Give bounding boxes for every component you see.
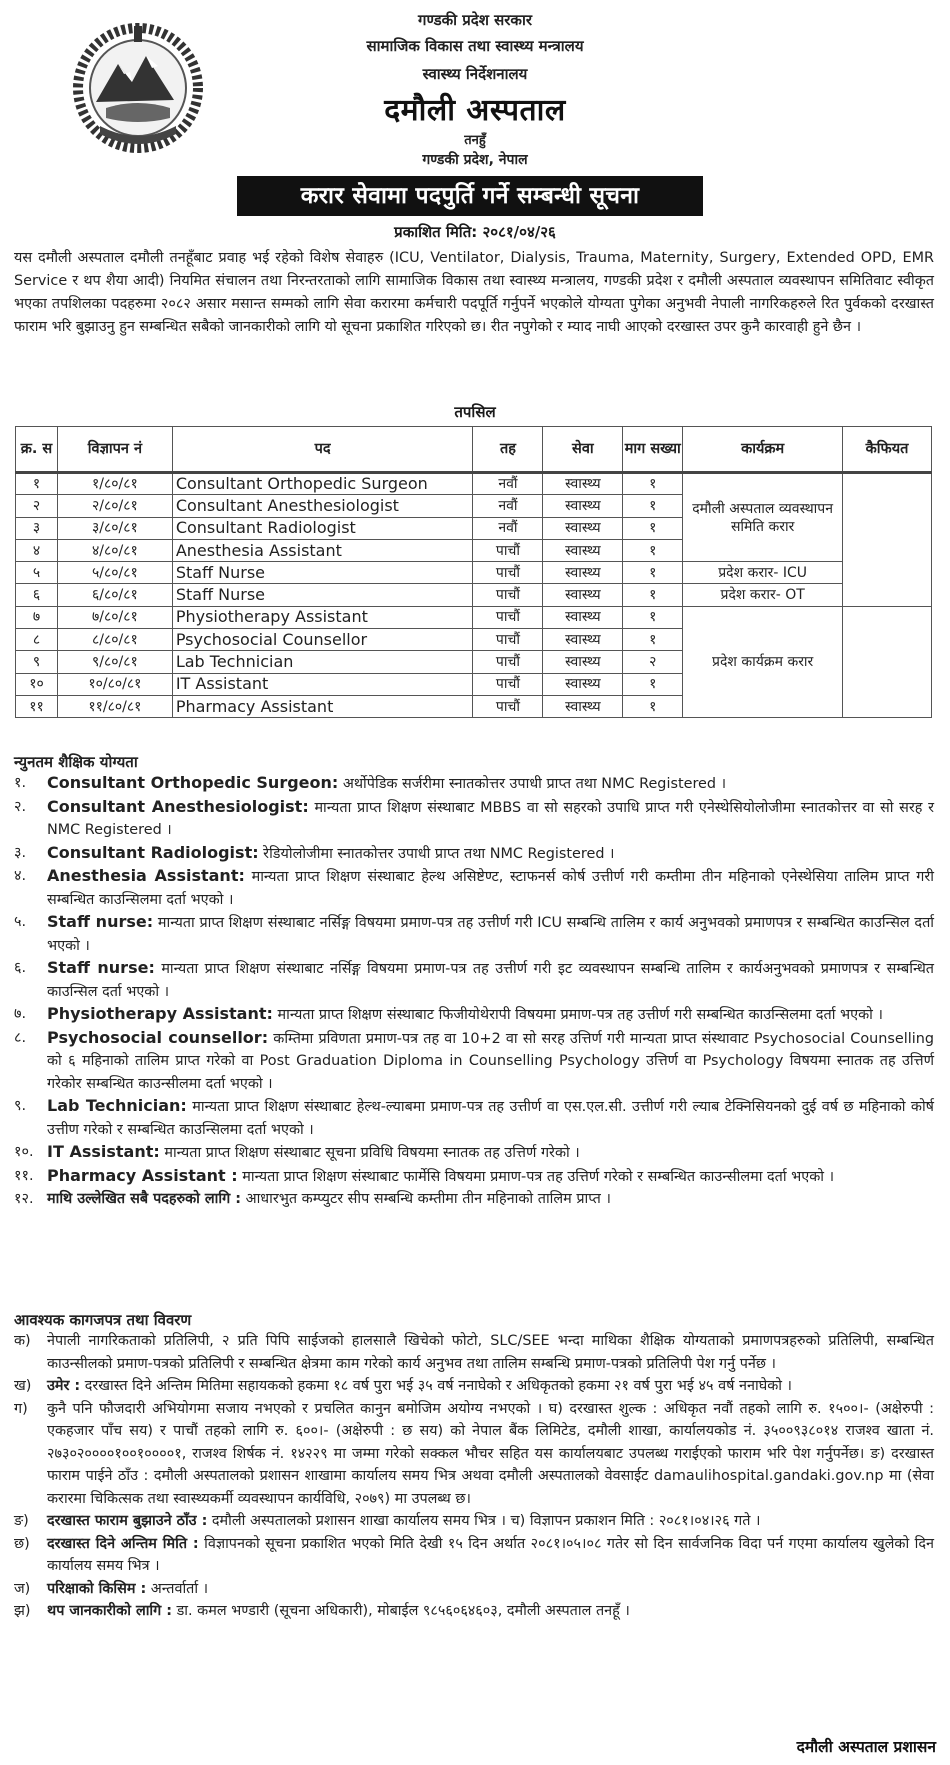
row-advertisement-no: २/८०/८१ xyxy=(57,495,172,517)
item-body xyxy=(47,957,934,1003)
item-text: रेडियोलोजीमा स्नातकोत्तर उपाधी प्राप्त तथा NMC Registered । xyxy=(258,845,615,862)
list-item xyxy=(14,772,934,796)
row-advertisement-no: ११/८०/८१ xyxy=(57,695,172,717)
row-level: नवौं xyxy=(473,473,543,495)
list-item xyxy=(14,1003,934,1027)
row-post: Staff Nurse xyxy=(172,562,473,584)
item-label: Staff nurse: xyxy=(47,958,155,977)
item-label: Consultant Orthopedic Surgeon: xyxy=(47,773,339,792)
row-service: स्वास्थ्य xyxy=(543,695,623,717)
row-advertisement-no: ६/८०/८१ xyxy=(57,584,172,606)
item-text: अर्थोपेडिक सर्जरीमा स्नातकोत्तर उपाधी प्राप्त तथा NMC Registered । xyxy=(338,776,727,792)
header-level: तह xyxy=(473,427,543,473)
government-name: गण्डकी प्रदेश सरकार xyxy=(418,11,532,29)
row-level: पाचौं xyxy=(473,695,543,717)
row-post: Consultant Orthopedic Surgeon xyxy=(172,473,473,495)
item-number: छ) xyxy=(14,1535,30,1552)
row-post: Pharmacy Assistant xyxy=(172,695,473,717)
table-header-row xyxy=(16,427,932,473)
item-text: मान्यता प्राप्त शिक्षण संस्थाबाट सूचना प्रविधि विषयमा स्नातक तह उत्तिर्ण गरेको । xyxy=(159,1145,580,1161)
row-post: Consultant Anesthesiologist xyxy=(172,495,473,517)
item-number: ८. xyxy=(14,1029,27,1046)
item-body xyxy=(47,1533,934,1578)
header-service: सेवा xyxy=(543,427,623,473)
item-body xyxy=(47,1027,934,1096)
list-item xyxy=(14,911,934,957)
row-service: स्वास्थ्य xyxy=(543,629,623,651)
documents-section xyxy=(14,1310,934,1623)
qualifications-title: न्युनतम शैक्षिक योग्यता xyxy=(14,753,138,771)
item-body xyxy=(47,1330,934,1375)
list-item xyxy=(14,1188,934,1211)
row-advertisement-no: ८/८०/८१ xyxy=(57,629,172,651)
item-text: मान्यता प्राप्त शिक्षण संस्थाबाट हेल्थ असिष्टेण्ट, स्टाफनर्स कोर्ष उत्तीर्ण गरी कम्तीमा तीन महिनाको एनेस्थेसिया तालिम प्राप्त गरी सम्बन्धित काउन्सिलमा दर्ता भएको । xyxy=(47,869,934,908)
qualifications-list xyxy=(14,772,934,1211)
row-serial: ६ xyxy=(16,584,58,606)
list-item xyxy=(14,1375,934,1398)
row-level: नवौं xyxy=(473,495,543,517)
row-quantity: १ xyxy=(623,606,683,628)
item-number: ङ) xyxy=(14,1513,29,1529)
item-number: ज) xyxy=(14,1580,31,1597)
row-service: स्वास्थ्य xyxy=(543,517,623,539)
row-quantity: १ xyxy=(623,673,683,695)
item-text: डा. कमल भण्डारी (सूचना अधिकारी), मोबाईल ९८५६०६४६०३, दमौली अस्पताल तनहूँ । xyxy=(172,1603,630,1619)
item-body xyxy=(47,911,934,957)
item-body xyxy=(47,1003,934,1027)
item-number: १. xyxy=(14,775,27,791)
item-body xyxy=(47,1510,934,1533)
row-serial: ४ xyxy=(16,539,58,561)
row-serial: ५ xyxy=(16,562,58,584)
qualifications-section xyxy=(14,752,934,1211)
header-quantity: माग सख्या xyxy=(623,427,683,473)
row-advertisement-no: ४/८०/८१ xyxy=(57,539,172,561)
row-program: प्रदेश करार- ICU xyxy=(683,562,843,584)
list-item xyxy=(14,842,934,866)
row-program: प्रदेश कार्यक्रम करार xyxy=(683,606,843,717)
signature: दमौली अस्पताल प्रशासन xyxy=(796,1738,936,1756)
row-post: Physiotherapy Assistant xyxy=(172,606,473,628)
row-serial: ८ xyxy=(16,629,58,651)
row-serial: ११ xyxy=(16,695,58,717)
table-row xyxy=(16,606,932,628)
row-quantity: १ xyxy=(623,517,683,539)
item-body xyxy=(47,1188,934,1211)
row-quantity: १ xyxy=(623,562,683,584)
row-advertisement-no: १/८०/८१ xyxy=(57,473,172,495)
row-post: Psychosocial Counsellor xyxy=(172,629,473,651)
item-label: IT Assistant: xyxy=(47,1142,160,1161)
list-item xyxy=(14,1510,934,1533)
row-level: पाचौं xyxy=(473,673,543,695)
item-body xyxy=(47,1398,934,1511)
item-body xyxy=(47,772,934,796)
row-quantity: १ xyxy=(623,629,683,651)
row-level: पाचौं xyxy=(473,651,543,673)
item-text: दरखास्त दिने अन्तिम मितिमा सहायकको हकमा १८ वर्ष पुरा भई ३५ वर्ष ननाघेको र अधिकृतको हकमा २१ वर्ष पुरा भई ४५ वर्ष ननाघेको । xyxy=(80,1378,793,1394)
item-label: Anesthesia Assistant: xyxy=(47,866,245,885)
item-label: परिक्षाको किसिम : xyxy=(47,1580,147,1597)
list-item xyxy=(14,1027,934,1096)
list-item xyxy=(14,1578,934,1601)
item-label: दरखास्त दिने अन्तिम मिति : xyxy=(47,1535,199,1552)
intro-paragraph: यस दमौली अस्पताल दमौली तनहूँबाट प्रवाह भई रहेको विशेष सेवाहरु (ICU, Ventilator, Dialysis, Trauma, Maternity, Surgery, Extended OPD, EMR Service र थप शैया आदी) नियमित संचालन तथा निरन्तरताको लागि सामाजिक विकास तथा स्वास्थ्य मन्त्रालय, गण्डकी प्रदेश र दमौली अस्पताल व्यवस्थापन समितिवाट स्वीकृत भएका तपशिलका पदहरुमा २०८२ असार मसान्त सम्मको लागि सेवा करारमा कर्मचारी पदपूर्ति गर्नुपर्ने भएकोले योग्यता पुगेका अनुभवी नेपाली नागरिकहरुले रित पुर्वकको दरखास्त फाराम भरि बुझाउनु हुन सम्बन्धित सबैको जानकारीको लागि यो सूचना प्रकाशित गरिएको छ। रीत नपुगेको र म्याद नाघी आएको दरखास्त उपर कुनै कारवाही हुने छैन । xyxy=(14,250,934,335)
row-service: स्वास्थ्य xyxy=(543,562,623,584)
ministry-name: सामाजिक विकास तथा स्वास्थ्य मन्त्रालय xyxy=(366,37,584,55)
vacancy-table xyxy=(15,426,932,718)
row-post: Consultant Radiologist xyxy=(172,517,473,539)
item-number: झ) xyxy=(14,1603,31,1619)
list-item xyxy=(14,865,934,911)
item-body xyxy=(47,842,934,866)
item-label: माथि उल्लेखित सबै पदहरुको लागि : xyxy=(47,1191,241,1207)
row-level: पाचौं xyxy=(473,584,543,606)
row-service: स्वास्थ्य xyxy=(543,651,623,673)
documents-list xyxy=(14,1330,934,1623)
row-quantity: १ xyxy=(623,495,683,517)
item-body xyxy=(47,1375,934,1398)
row-level: नवौं xyxy=(473,517,543,539)
item-label: Pharmacy Assistant : xyxy=(47,1165,238,1185)
row-quantity: १ xyxy=(623,539,683,561)
list-item xyxy=(14,1533,934,1578)
item-label: Lab Technician: xyxy=(47,1096,187,1115)
row-quantity: १ xyxy=(623,473,683,495)
item-text: आधारभुत कम्प्युटर सीप सम्बन्धि कम्तीमा तीन महिनाको तालिम प्राप्त । xyxy=(241,1191,611,1207)
table-caption: तपसिल xyxy=(454,403,496,421)
item-label: Physiotherapy Assistant: xyxy=(47,1004,273,1023)
item-number: १०. xyxy=(14,1144,34,1160)
item-text: मान्यता प्राप्त शिक्षण संस्थाबाट फिजीयोथेरापी विषयमा प्रमाण-पत्र तह उत्तीर्ण गरी सम्बन्धित काउन्सिलमा दर्ता भएको । xyxy=(272,1007,883,1023)
item-label: उमेर : xyxy=(47,1378,81,1394)
row-level: पाचौं xyxy=(473,539,543,561)
row-advertisement-no: ७/८०/८१ xyxy=(57,606,172,628)
item-text: मान्यता प्राप्त शिक्षण संस्थाबाट नर्सिङ्ग विषयमा प्रमाण-पत्र तह उत्तीर्ण गरी इट व्यवस्थापन सम्बन्धि तालिम र कार्यअनुभवको प्रमाणपत्र र सम्बन्धित काउन्सिल दर्ता भएको । xyxy=(47,961,934,1000)
item-number: ५. xyxy=(14,914,27,930)
item-body xyxy=(47,796,934,842)
district-name: तनहुँ xyxy=(464,133,486,148)
table-row xyxy=(16,562,932,584)
list-item xyxy=(14,957,934,1003)
row-level: पाचौं xyxy=(473,629,543,651)
list-item xyxy=(14,1165,934,1189)
item-body xyxy=(47,1095,934,1141)
row-level: पाचौं xyxy=(473,562,543,584)
item-number: ३. xyxy=(14,844,27,861)
row-service: स्वास्थ्य xyxy=(543,473,623,495)
table-row xyxy=(16,473,932,495)
header-remarks: कैफियत xyxy=(843,427,932,473)
row-quantity: १ xyxy=(623,584,683,606)
item-label: Staff nurse: xyxy=(47,912,154,931)
list-item xyxy=(14,1600,934,1623)
row-serial: ७ xyxy=(16,606,58,628)
row-service: स्वास्थ्य xyxy=(543,673,623,695)
item-text: नेपाली नागरिकताको प्रतिलिपी, २ प्रति पिपि साईजको हालसालै खिचेको फोटो, SLC/SEE भन्दा माथिका शैक्षिक योग्यताको प्रमाणपत्रहरुको प्रतिलिपी, सम्बन्धित काउन्सीलको प्रमाण-पत्रको प्रतिलिपी र सम्बन्धित क्षेत्रमा काम गरेको कार्य अनुभव तथा तालिम सम्बन्धि प्रमाण-पत्रको प्रतिलिपी पेश गर्नु पर्नेछ । xyxy=(47,1333,934,1372)
notice-title: करार सेवामा पदपुर्ति गर्ने सम्बन्धी सूचना xyxy=(237,176,703,216)
item-body xyxy=(47,865,934,911)
directorate-name: स्वास्थ्य निर्देशनालय xyxy=(422,65,528,83)
list-item xyxy=(14,1398,934,1511)
item-body xyxy=(47,1165,934,1189)
header-advertisement-no: विज्ञापन नं xyxy=(57,427,172,473)
list-item xyxy=(14,1141,934,1165)
hospital-name: दमौली अस्पताल xyxy=(384,93,566,128)
row-serial: ३ xyxy=(16,517,58,539)
row-advertisement-no: १०/८०/८१ xyxy=(57,673,172,695)
item-text: कुनै पनि फौजदारी अभियोगमा सजाय नभएको र प्रचलित कानुन बमोजिम अयोग्य नभएको । घ) दरखास्त शुल्क : अधिकृत नवौं तहको लागि रु. १५००।- (अक्षेरुपी : एकहजार पाँच सय) र पाचौं तहको लागि रु. ६००।- (अक्षेरुपी : छ सय) को नेपाल बैंक लिमिटेड, दमौली शाखा, कार्यालयकोड नं. ३५००९३८०१४ राजश्व खाता नं. २७३०२००००१००१००००१, राजश्व शिर्षक नं. १४२२९ मा जम्मा गरेको सक्कल भौचर सहित यस कार्यालयबाट उपलब्ध गराईएको फाराम भरि पेश गर्नुपर्नेछ। ङ) दरखास्त फाराम पाईने ठाँउ : दमौली अस्पतालको प्रशासन शाखामा कार्यालय समय भित्र अथवा दमौली अस्पतालको वेवसाईट damaulihospital.gandaki.gov.np मा (सेवा करारमा चिकित्सक तथा स्वास्थ्यकर्मी व्यवस्थापन कार्यविधि, २०७९) मा उपलब्ध छ। xyxy=(47,1400,934,1507)
header-post: पद xyxy=(172,427,473,473)
row-post: Anesthesia Assistant xyxy=(172,539,473,561)
item-body xyxy=(47,1578,934,1601)
item-label: थप जानकारीको लागि : xyxy=(47,1603,173,1619)
list-item xyxy=(14,796,934,842)
item-text: कम्तिमा प्रविणता प्रमाण-पत्र तह वा 10+2 वा सो सरह उत्तिर्ण गरी मान्यता प्राप्त संस्थावाट Psychosocial Counselling को ६ महिनाको तालिम प्राप्त गरेको वा Post Graduation Diploma in Counselling Psychology उत्तिर्ण वा Psychology विषयमा स्नातक तह उत्तिर्ण गरेकोर सम्बन्धित काउन्सीलमा दर्ता भएको । xyxy=(47,1030,934,1092)
row-remarks xyxy=(843,473,932,607)
item-label: Consultant Anesthesiologist: xyxy=(47,796,309,816)
item-label: दरखास्त फाराम बुझाउने ठाँउ : xyxy=(47,1513,208,1529)
row-post: Staff Nurse xyxy=(172,584,473,606)
item-number: ६. xyxy=(14,960,27,976)
item-number: ११. xyxy=(14,1167,34,1184)
item-number: १२. xyxy=(14,1191,34,1207)
item-label: Psychosocial counsellor: xyxy=(47,1027,269,1047)
row-serial: ९ xyxy=(16,651,58,673)
item-number: क) xyxy=(14,1333,31,1349)
row-quantity: २ xyxy=(623,651,683,673)
item-text: विज्ञापनको सूचना प्रकाशित भएको मिति देखी १५ दिन अर्थात २०८१।०५।०८ गतेर सो दिन सार्वजनिक विदा पर्न गएमा कार्यालय खुलेको दिन कार्यालय समय भित्र । xyxy=(47,1535,935,1574)
list-item xyxy=(14,1095,934,1141)
item-number: ९. xyxy=(14,1098,27,1114)
row-program: प्रदेश करार- OT xyxy=(683,584,843,606)
row-post: IT Assistant xyxy=(172,673,473,695)
row-level: पाचौं xyxy=(473,606,543,628)
item-number: ७. xyxy=(14,1006,27,1022)
row-remarks xyxy=(843,606,932,717)
row-program: दमौली अस्पताल व्यवस्थापन समिति करार xyxy=(683,473,843,562)
row-serial: १ xyxy=(16,473,58,495)
row-service: स्वास्थ्य xyxy=(543,606,623,628)
published-date: प्रकाशित मिति: २०८१/०४/२६ xyxy=(394,223,556,241)
item-number: ग) xyxy=(14,1400,28,1417)
documents-title: आवश्यक कागजपत्र तथा विवरण xyxy=(14,1311,192,1329)
item-text: मान्यता प्राप्त शिक्षण संस्थाबाट हेल्थ-ल्याबमा प्रमाण-पत्र तह उत्तीर्ण वा एस.एल.सी. उत्तीर्ण गरी ल्याब टेक्निसियनको दुई वर्ष छ महिनाको कोर्ष उत्तीण गरेको र सम्बन्धित काउन्सिलमा दर्ता भएको । xyxy=(47,1099,934,1138)
row-advertisement-no: ३/८०/८१ xyxy=(57,517,172,539)
row-serial: २ xyxy=(16,495,58,517)
row-service: स्वास्थ्य xyxy=(543,495,623,517)
item-text: मान्यता प्राप्त शिक्षण संस्थाबाट फार्मेसि विषयमा प्रमाण-पत्र तह उत्तिर्ण गरेको र सम्बन्धित काउन्सीलमा दर्ता भएको । xyxy=(237,1168,835,1185)
row-post: Lab Technician xyxy=(172,651,473,673)
item-number: २. xyxy=(14,798,27,815)
row-service: स्वास्थ्य xyxy=(543,539,623,561)
row-serial: १० xyxy=(16,673,58,695)
row-quantity: १ xyxy=(623,695,683,717)
item-text: दमौली अस्पतालको प्रशासन शाखा कार्यालय समय भित्र । च) विज्ञापन प्रकाशन मिति : २०८१।०४।२६ गते । xyxy=(207,1513,761,1529)
item-body xyxy=(47,1141,934,1165)
item-text: अन्तर्वार्ता । xyxy=(146,1580,209,1597)
item-number: ख) xyxy=(14,1378,32,1394)
row-advertisement-no: ५/८०/८१ xyxy=(57,562,172,584)
row-advertisement-no: ९/८०/८१ xyxy=(57,651,172,673)
item-label: Consultant Radiologist: xyxy=(47,842,259,862)
province-name: गण्डकी प्रदेश, नेपाल xyxy=(422,152,528,168)
item-body xyxy=(47,1600,934,1623)
row-service: स्वास्थ्य xyxy=(543,584,623,606)
item-text: मान्यता प्राप्त शिक्षण संस्थाबाट MBBS वा सो सहरको उपाधि प्राप्त गरी एनेस्थेसियोलोजीमा स्नातकोत्तर वा सो सरह र NMC Registered । xyxy=(47,799,934,838)
header-serial: क्र. स xyxy=(16,427,58,473)
item-text: मान्यता प्राप्त शिक्षण संस्थाबाट नर्सिङ्ग विषयमा प्रमाण-पत्र तह उत्तीर्ण गरी ICU सम्बन्धि तालिम र कार्य अनुभवको प्रमाणपत्र र सम्बन्धित काउन्सिल दर्ता भएको । xyxy=(47,915,934,954)
item-number: ४. xyxy=(14,868,27,884)
header-program: कार्यक्रम xyxy=(683,427,843,473)
table-row xyxy=(16,584,932,606)
list-item xyxy=(14,1330,934,1375)
